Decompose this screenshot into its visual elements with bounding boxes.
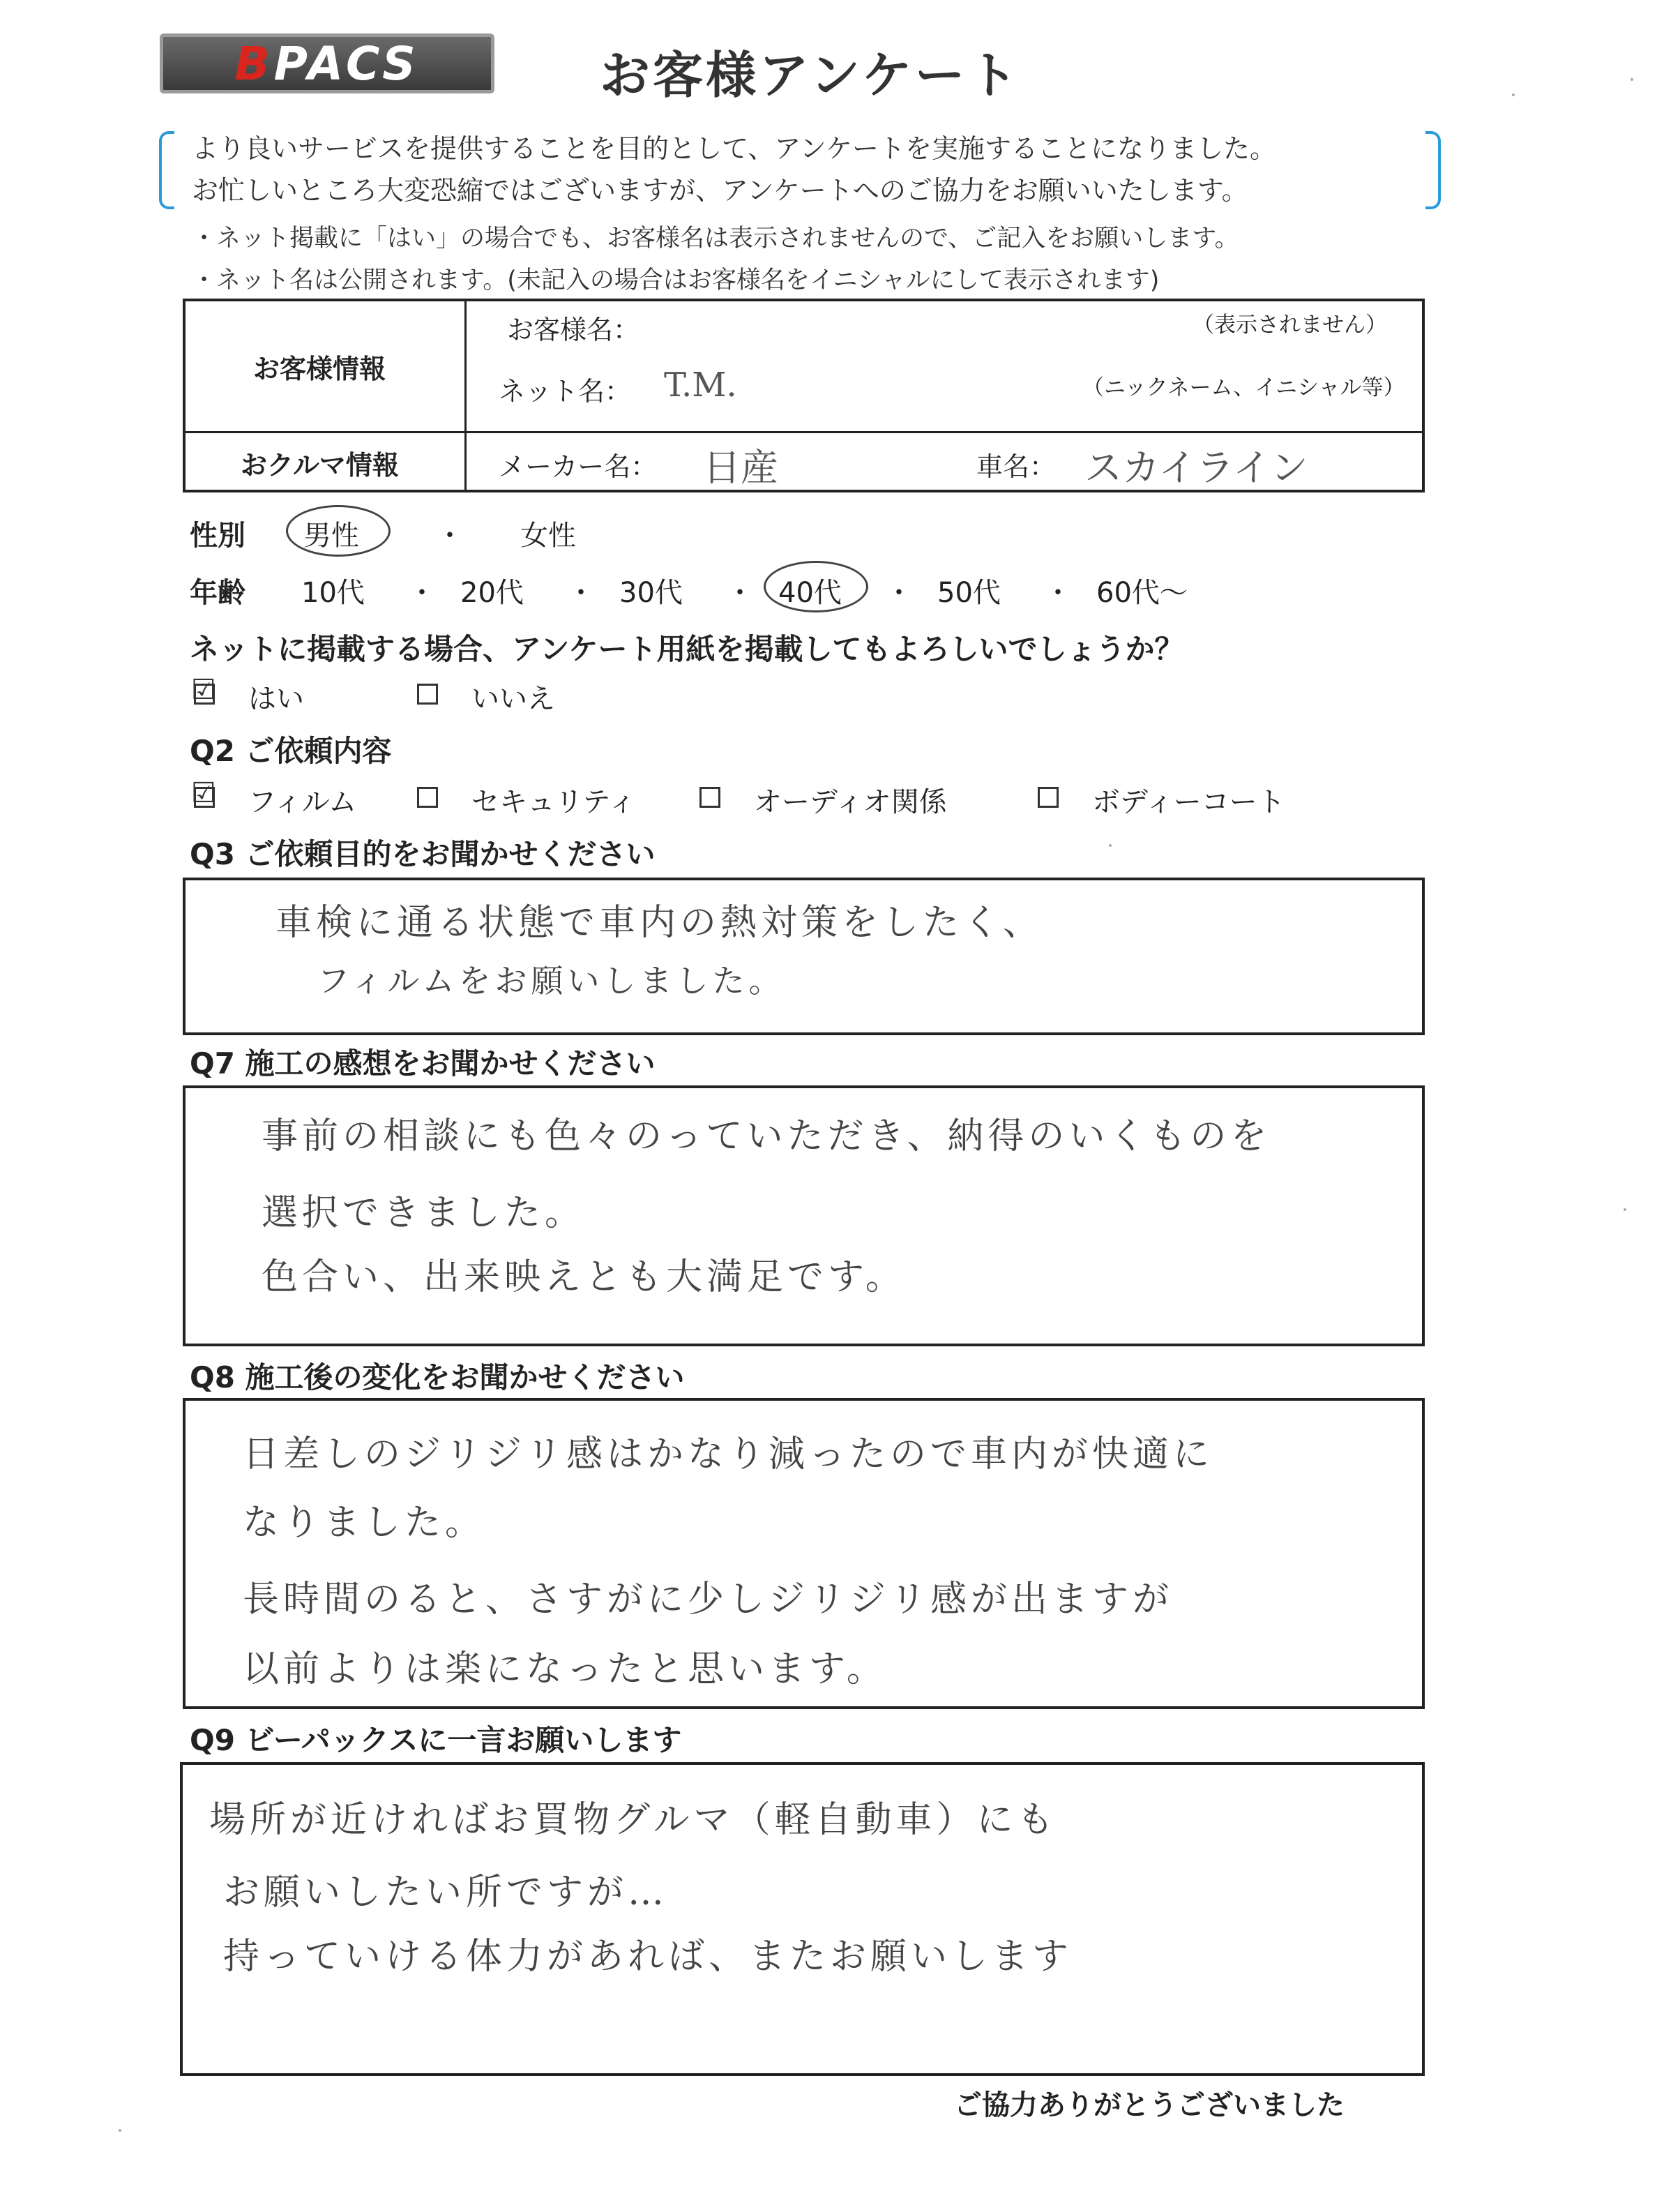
q8-answer-line-4: 以前よりは楽になったと思います。 [243,1648,887,1690]
gender-option-female[interactable]: 女性 [520,520,576,552]
q7-answer-line-3: 色合い、出来映えとも大満足です。 [262,1256,906,1298]
q2-option-bodycoat: ボディーコート [1092,786,1285,818]
q9-title: Q9 ビーパックスに一言お願いします [190,1723,682,1757]
age-separator: ・ [1044,577,1072,609]
scan-speck [1512,93,1515,96]
gender-option-male[interactable]: 男性 [303,520,359,552]
page-title: お客様アンケート [600,46,1021,105]
q3-answer-line-1: 車検に通る状態で車内の熱対策をしたく、 [275,902,1043,944]
maker-label: メーカー名： [499,451,658,482]
q2-bodycoat-checkbox[interactable] [1038,787,1059,808]
net-name-value[interactable]: T.M. [664,366,737,405]
note-line-2: ・ネット名は公開されます。(未記入の場合はお客様名をイニシャルにして表示されます) [192,266,1160,294]
q2-option-audio: オーディオ関係 [754,786,947,818]
q2-film-checkmark: ☑ [191,777,216,809]
age-separator: ・ [726,577,754,609]
net-name-label: ネット名： [499,376,632,407]
scan-speck [1624,1208,1626,1211]
right-bracket-decoration [1425,131,1441,209]
q3-title: Q3 ご依頼目的をお聞かせください [190,837,656,871]
q2-option-security: セキュリティ [471,786,636,818]
left-bracket-decoration [159,131,174,209]
q8-answer-line-1: 日差しのジリジリ感はかなり減ったので車内が快適に [243,1434,1214,1475]
scan-speck [1109,844,1112,847]
intro-line-2: お忙しいところ大変恐縮ではございますが、アンケートへのご協力をお願いいたします。 [192,175,1248,206]
age-separator: ・ [885,577,913,609]
q2-option-film: フィルム [248,786,357,818]
age-option-40s[interactable]: 40代 [778,577,842,609]
customer-name-note: （表示されません） [1193,313,1387,338]
age-label: 年齢 [190,577,245,609]
q9-answer-line-3: 持っていける体力があれば、またお願いします [223,1936,1073,1978]
publish-yes-checkmark: ☑ [191,674,216,706]
age-option-50s[interactable]: 50代 [937,577,1001,609]
customer-name-label: お客様名： [507,315,640,345]
gender-separator: ・ [436,520,464,552]
age-option-10s[interactable]: 10代 [301,577,365,609]
publish-question: ネットに掲載する場合、アンケート用紙を掲載してもよろしいでしょうか？ [190,632,1184,666]
q7-title: Q7 施工の感想をお聞かせください [190,1046,656,1081]
q2-security-checkbox[interactable] [417,787,438,808]
table-divider-vertical [464,301,467,490]
publish-no-label: いいえ [471,683,555,715]
car-info-header: おクルマ情報 [241,450,399,481]
age-separator: ・ [408,577,436,609]
q2-title: Q2 ご依頼内容 [190,734,392,768]
q8-answer-line-3: 長時間のると、さすがに少しジリジリ感が出ますが [243,1579,1174,1620]
car-name-value[interactable]: スカイライン [1084,446,1308,490]
q7-answer-line-2: 選択できました。 [262,1192,586,1234]
customer-info-header: お客様情報 [253,354,386,384]
note-line-1: ・ネット掲載に「はい」の場合でも、お客様名は表示されませんので、ご記入をお願いします。 [192,225,1239,253]
bpacs-logo [160,33,494,93]
intro-line-1: より良いサービスを提供することを目的として、アンケートを実施することになりました。 [192,133,1276,164]
car-name-label: 車名： [976,451,1057,482]
q9-answer-line-2: お願いしたい所ですが… [223,1872,669,1913]
thanks-message: ご協力ありがとうございました [954,2089,1345,2121]
age-option-60s-plus[interactable]: 60代～ [1096,577,1188,609]
scan-speck [1630,78,1633,81]
q9-answer-line-1: 場所が近ければお買物グルマ（軽自動車）にも [209,1799,1058,1841]
q2-audio-checkbox[interactable] [699,787,720,808]
q8-title: Q8 施工後の変化をお聞かせください [190,1360,685,1394]
q7-answer-line-1: 事前の相談にも色々のっていただき、納得のいくものを [262,1115,1271,1157]
logo-text: BPACS [234,36,420,91]
maker-value[interactable]: 日産 [703,446,778,490]
publish-yes-label: はい [248,683,304,715]
gender-label: 性別 [190,520,245,552]
scan-speck [119,2129,121,2132]
publish-no-checkbox[interactable] [417,684,438,705]
net-name-note: （ニックネーム、イニシャル等） [1082,375,1405,400]
q3-answer-line-2: フィルムをお願いしました。 [317,962,785,1000]
q8-answer-line-2: なりました。 [243,1502,486,1544]
age-separator: ・ [567,577,595,609]
table-divider-horizontal [186,431,1422,433]
age-option-30s[interactable]: 30代 [619,577,683,609]
age-option-20s[interactable]: 20代 [460,577,524,609]
